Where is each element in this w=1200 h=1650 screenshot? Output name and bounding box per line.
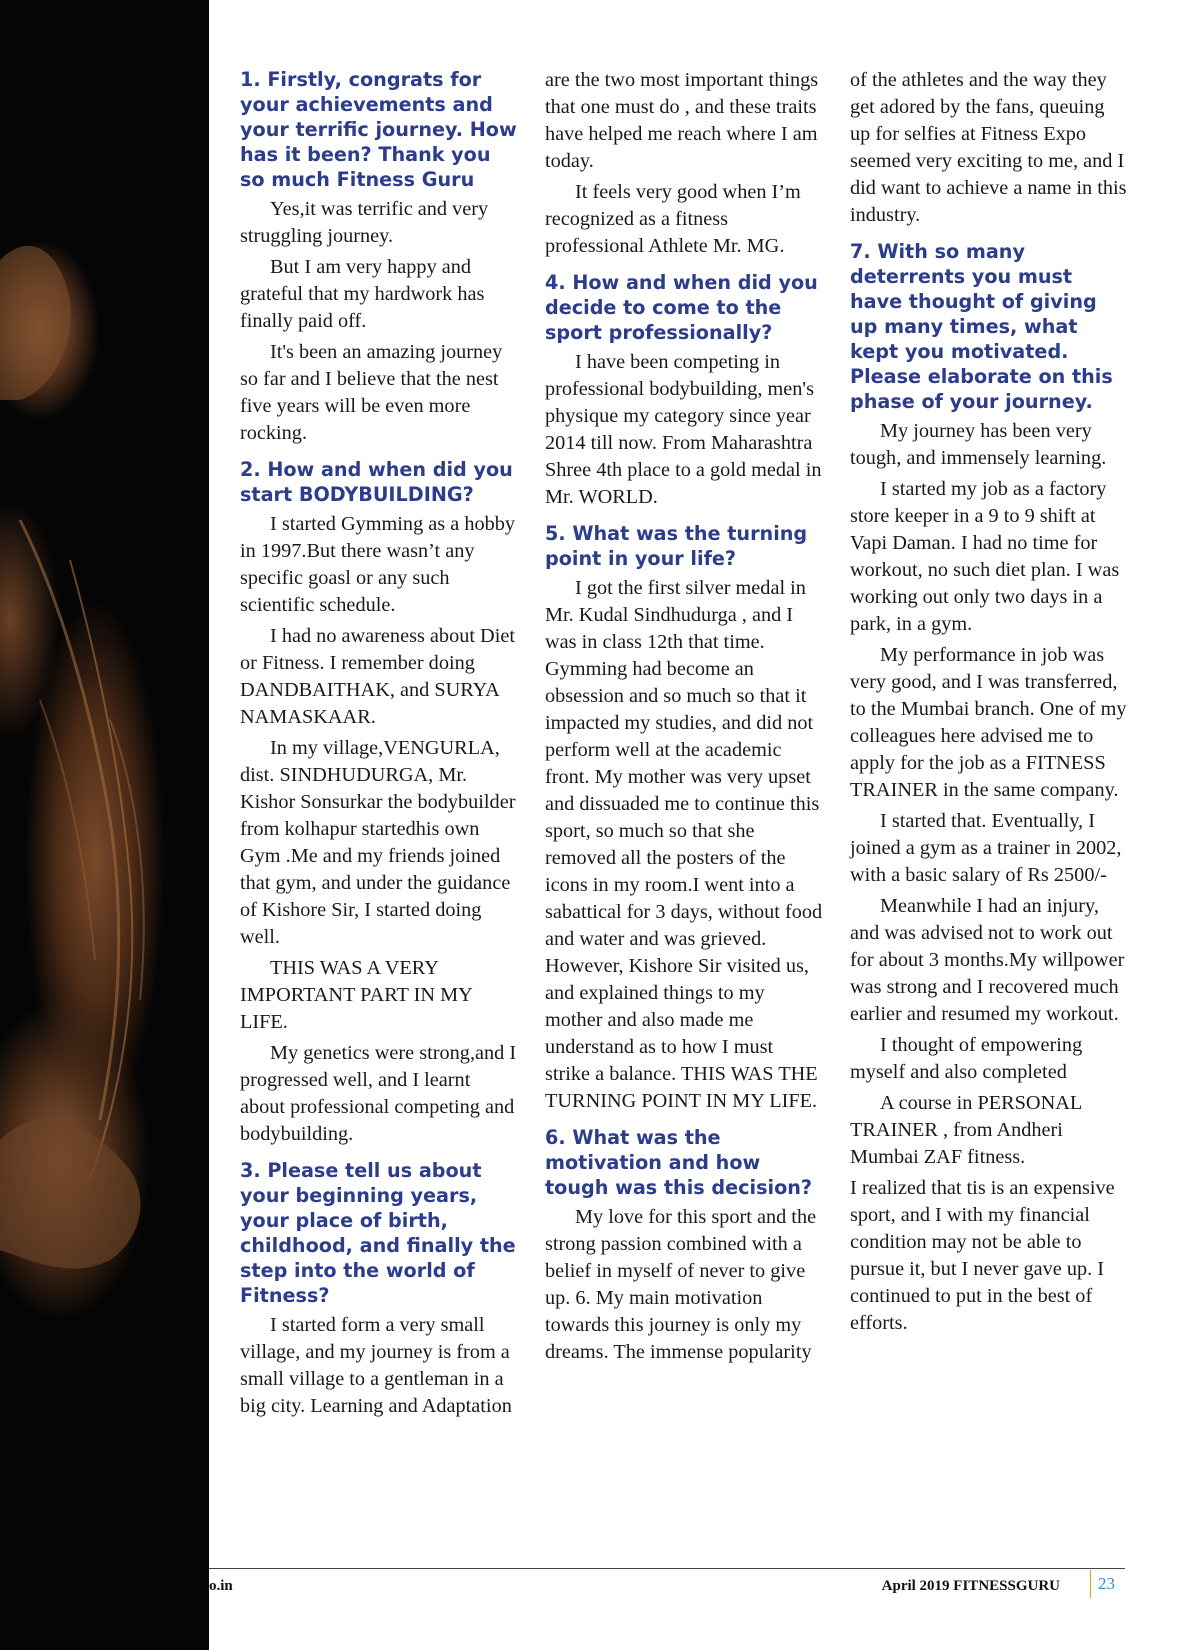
- footer-website: o.in: [209, 1578, 233, 1594]
- interview-question: 2. How and when did you start BODYBUILDING?: [240, 458, 513, 506]
- answer-paragraph: of the athletes and the way they get adored by the fans, queuing up for selfies at Fitness Expo seemed very exciting to me, and I did want to achieve a name in this industry.: [850, 69, 1127, 226]
- footer-rule: [209, 1568, 1125, 1569]
- answer-paragraph: I realized that tis is an expensive sport, and I with my financial condition may not be able to pursue it, but I never gave up. I continued to put in the best of efforts.: [850, 1177, 1115, 1334]
- article-column-1: [240, 67, 518, 1424]
- answer-paragraph: I started that. Eventually, I joined a gym as a trainer in 2002, with a basic salary of Rs 2500/-: [850, 810, 1122, 886]
- answer-paragraph: I started form a very small village, and my journey is from a small village to a gentleman in a big city. Learning and Adaptation: [240, 1314, 512, 1417]
- footer-issue: April 2019 FITNESSGURU: [881, 1578, 1060, 1594]
- answer-paragraph: But I am very happy and grateful that my hardwork has finally paid off.: [240, 256, 485, 332]
- answer-paragraph: It feels very good when I’m recognized as a fitness professional Athlete Mr. MG.: [545, 181, 801, 257]
- arm-veins-graphic: [0, 0, 209, 1650]
- answer-paragraph: THIS WAS A VERY IMPORTANT PART IN MY LIFE.: [240, 957, 473, 1033]
- answer-paragraph: My genetics were strong,and I progressed well, and I learnt about professional competing and bodybuilding.: [240, 1042, 517, 1145]
- answer-paragraph: My performance in job was very good, and I was transferred, to the Mumbai branch. One of my colleagues here advised me to apply for the job as a FITNESS TRAINER in the same company.: [850, 644, 1127, 801]
- footer-separator: [1090, 1570, 1091, 1598]
- bodybuilder-arm-photo: [0, 0, 209, 1650]
- answer-paragraph: A course in PERSONAL TRAINER , from Andheri Mumbai ZAF fitness.: [850, 1092, 1082, 1168]
- answer-paragraph: My love for this sport and the strong passion combined with a belief in myself of never to give up. 6. My main motivation towards this journey is only my dreams. The immense popularity: [545, 1206, 817, 1363]
- answer-paragraph: I got the first silver medal in Mr. Kudal Sindhudurga , and I was in class 12th that time. Gymming had become an obsession and so much so that it impacted my studies, and did not perform well at the academic front. My mother was very upset and dissuaded me to continue this sport, so much so that she removed all the posters of the icons in my room.I went into a sabattical for 3 days, without food and water and was grieved. However, Kishore Sir visited us, and explained things to my mother and also made me understand as to how I must strike a balance. THIS WAS THE TURNING POINT IN MY LIFE.: [545, 577, 823, 1112]
- interview-question: 5. What was the turning point in your life?: [545, 522, 808, 570]
- interview-question: 4. How and when did you decide to come to the sport professionally?: [545, 271, 818, 344]
- answer-paragraph: My journey has been very tough, and immensely learning.: [850, 420, 1107, 469]
- answer-paragraph: I had no awareness about Diet or Fitness. I remember doing DANDBAITHAK, and SURYA NAMASKAAR.: [240, 625, 515, 728]
- answer-paragraph: It's been an amazing journey so far and I believe that the nest five years will be even more rocking.: [240, 341, 503, 444]
- answer-paragraph: In my village,VENGURLA, dist. SINDHUDURGA, Mr. Kishor Sonsurkar the bodybuilder from kolhapur startedhis own Gym .Me and my friends joined that gym, and under the guidance of Kishore Sir, I started doing well.: [240, 737, 516, 948]
- answer-paragraph: Meanwhile I had an injury, and was advised not to work out for about 3 months.My willpower was strong and I recovered much earlier and resumed my workout.: [850, 895, 1125, 1025]
- answer-paragraph: I started my job as a factory store keeper in a 9 to 9 shift at Vapi Daman. I had no time for workout, no such diet plan. I was working out only two days in a park, in a gym.: [850, 478, 1120, 635]
- article-column-2: [545, 67, 823, 1370]
- answer-paragraph: I started Gymming as a hobby in 1997.But there wasn’t any specific goasl or any such scientific schedule.: [240, 513, 516, 616]
- answer-paragraph: are the two most important things that one must do , and these traits have helped me reach where I am today.: [545, 69, 819, 172]
- answer-paragraph: I thought of empowering myself and also completed: [850, 1034, 1083, 1083]
- answer-paragraph: Yes,it was terrific and very struggling journey.: [240, 198, 489, 247]
- article-column-3: [850, 67, 1128, 1341]
- interview-question: 3. Please tell us about your beginning years, your place of birth, childhood, and finally the step into the world of Fitness?: [240, 1159, 516, 1307]
- interview-question: 7. With so many deterrents you must have thought of giving up many times, what kept you motivated. Please elaborate on this phase of your journey.: [850, 240, 1113, 413]
- interview-question: 1. Firstly, congrats for your achievements and your terrific journey. How has it been? Thank you so much Fitness Guru: [240, 68, 517, 191]
- interview-question: 6. What was the motivation and how tough was this decision?: [545, 1126, 813, 1199]
- answer-paragraph: I have been competing in professional bodybuilding, men's physique my category since year 2014 till now. From Maharashtra Shree 4th place to a gold medal in Mr. WORLD.: [545, 351, 822, 508]
- page-number: 23: [1098, 1574, 1115, 1593]
